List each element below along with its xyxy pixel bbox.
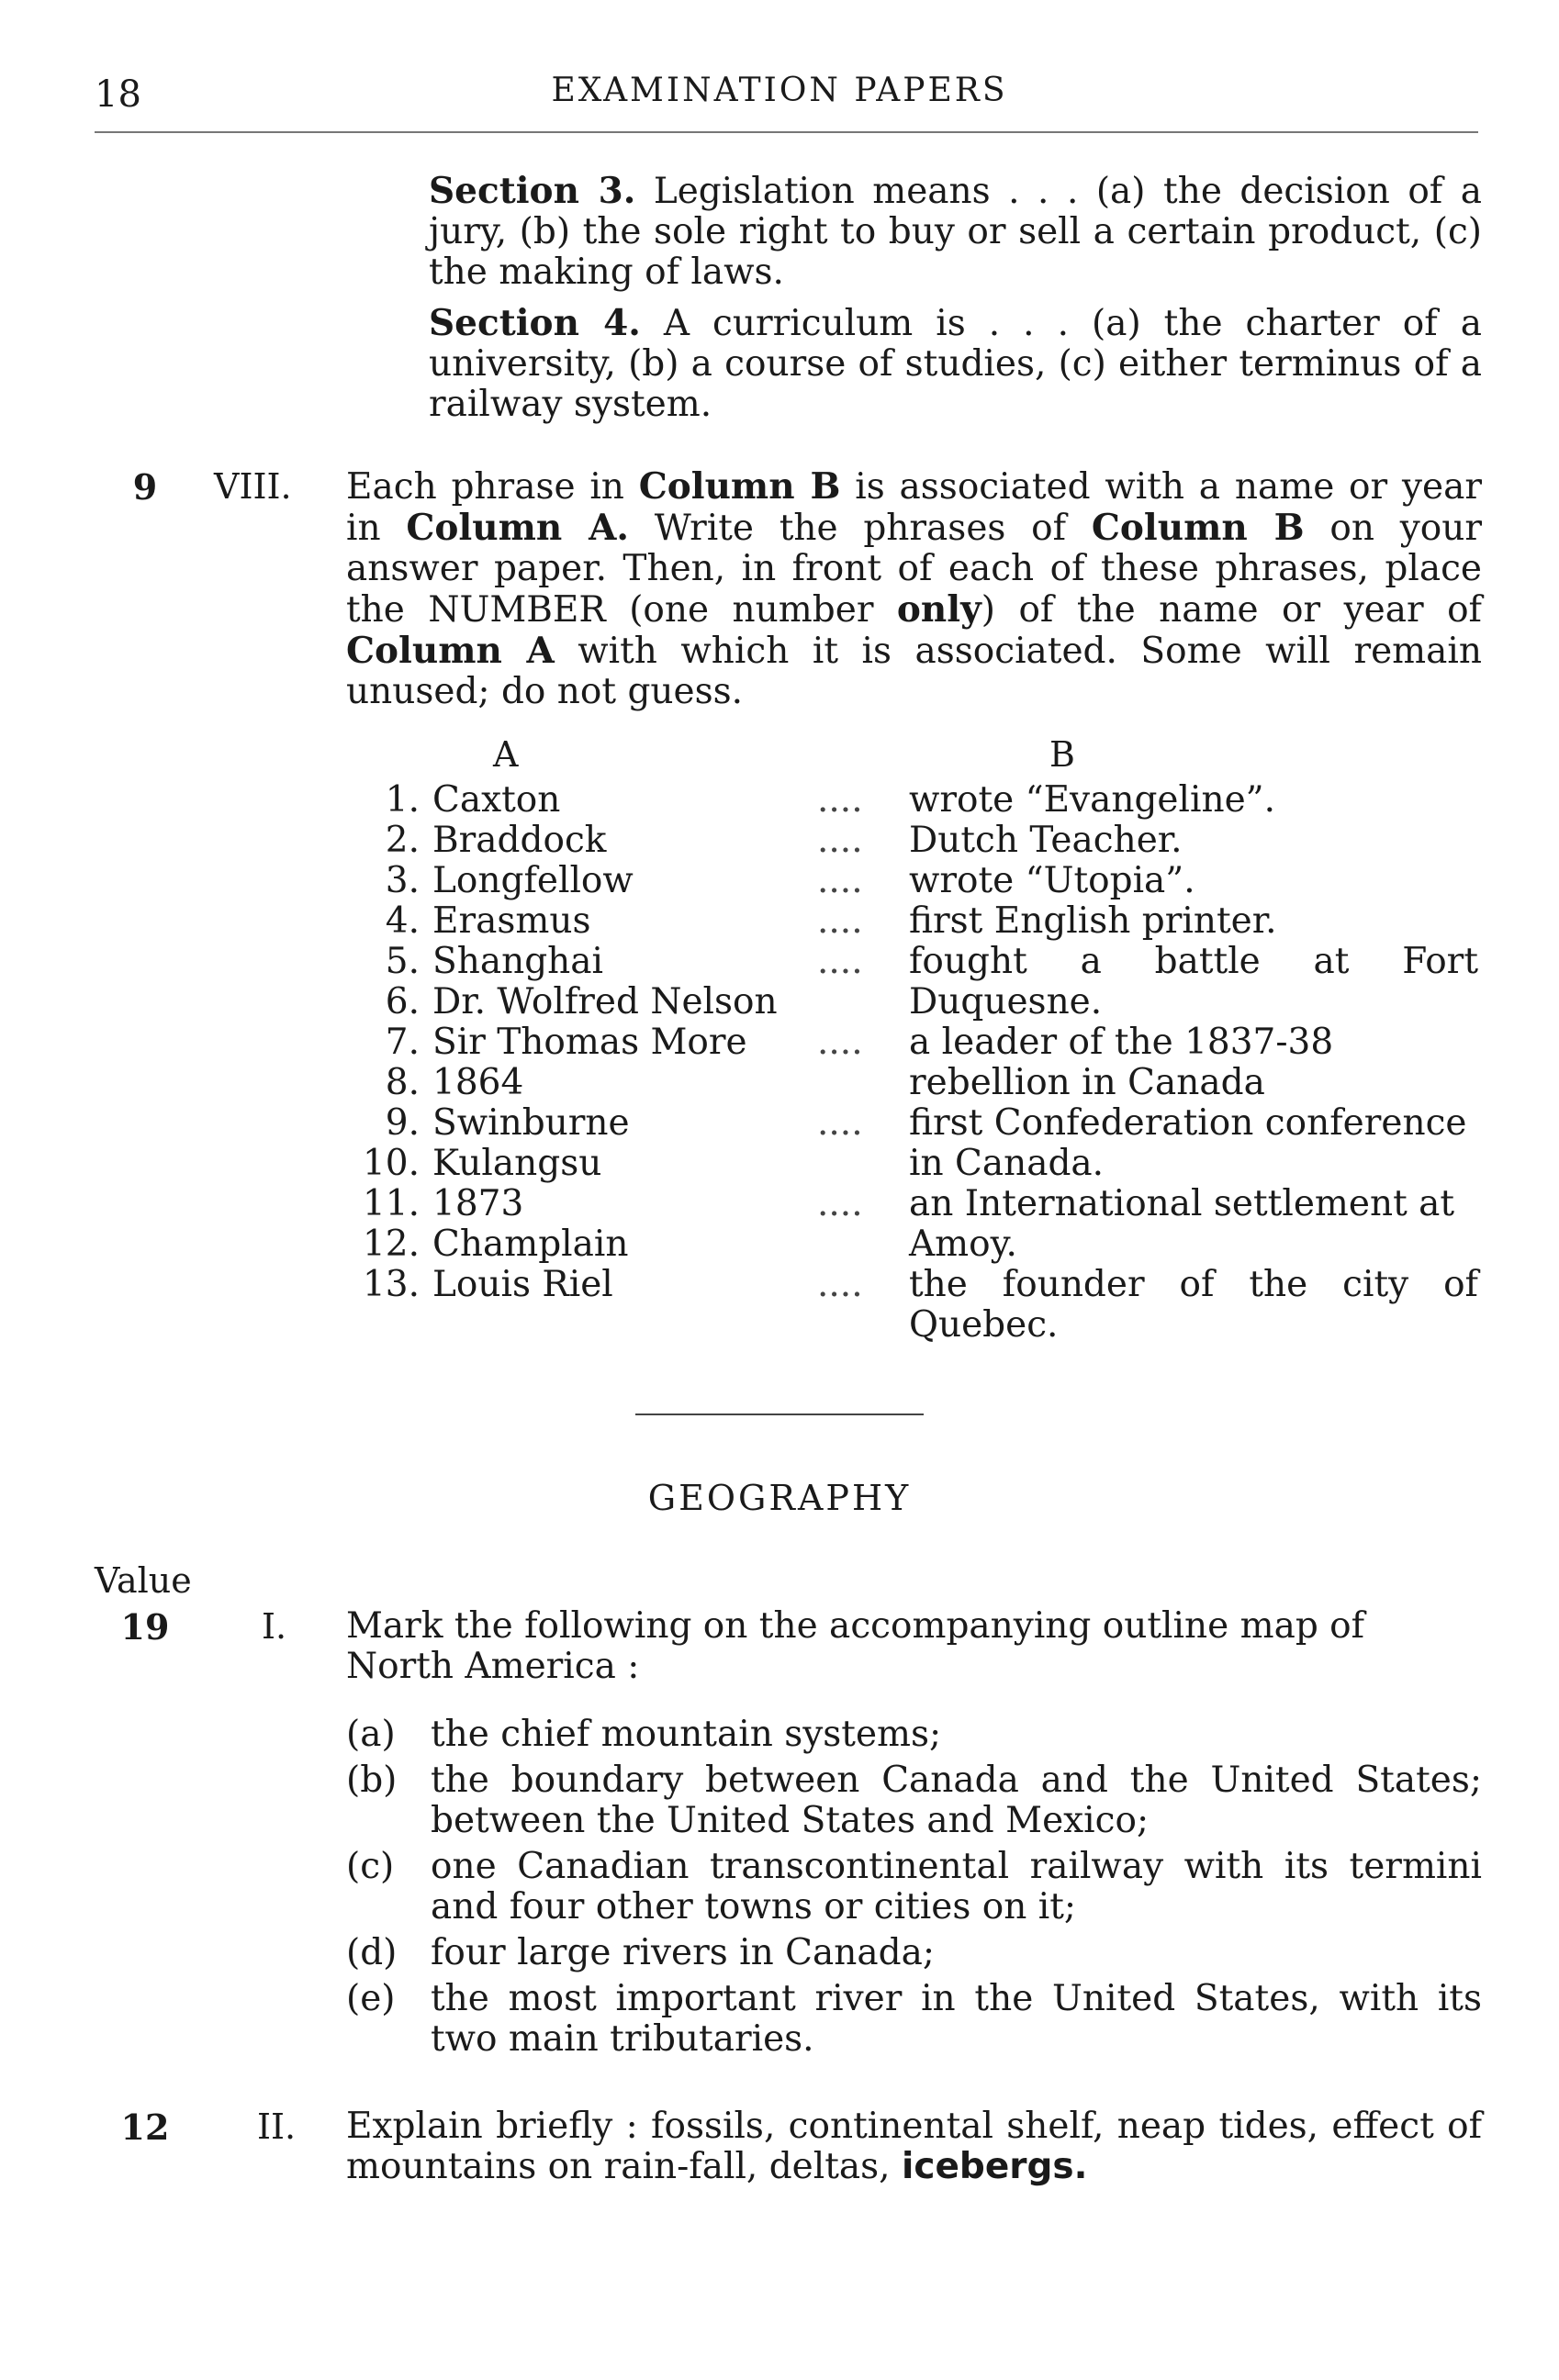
q8-instructions <box>346 466 1482 712</box>
q1-text: Mark the following on the accompanying outline map of North America : <box>346 1605 1365 1687</box>
column-a-item: 5. Shanghai <box>385 941 604 982</box>
column-a-item: 7. Sir Thomas More <box>385 1022 747 1063</box>
column-b-item: .... first Confederation conference in Canada. <box>817 1102 1467 1184</box>
column-a-item: 11. 1873 <box>362 1183 524 1224</box>
q1-subitem: (b) the boundary between Canada and the United States; between the United States and Mexico; <box>346 1760 1482 1841</box>
q1-subitem: (a) the chief mountain systems; <box>346 1714 942 1755</box>
q1-subitem: (c) one Canadian transcontinental railway with its termini and four other towns or cities on it; <box>346 1846 1482 1927</box>
column-b-list <box>817 780 1482 1346</box>
column-b-item: .... a leader of the 1837-38 rebellion in Canada <box>817 1022 1334 1103</box>
q8-column-b-2: Column B <box>1091 507 1305 549</box>
column-a-item: 12. Champlain <box>362 1224 629 1265</box>
q2-text <box>346 2106 1482 2187</box>
q8-column-a-2: Column A <box>346 630 555 672</box>
column-b-item: .... first English printer. <box>817 900 1277 942</box>
column-a-item: 8. 1864 <box>385 1062 524 1103</box>
geography-heading: GEOGRAPHY <box>647 1478 912 1518</box>
q8-text-1: Each phrase in <box>346 466 639 508</box>
q2-last-term: icebergs. <box>901 2146 1088 2187</box>
section-4-text: A curriculum is . . . (a) the charter of a university, (b) a course of studies, (c) either terminus of a railway system. <box>429 303 1482 425</box>
column-b-item: .... wrote “Evangeline”. <box>817 779 1275 821</box>
column-a-item: 4. Erasmus <box>385 900 591 942</box>
column-b-item: .... Dutch Teacher. <box>817 820 1183 861</box>
column-a-item: 9. Swinburne <box>385 1102 630 1144</box>
q8-number: VIII. <box>214 466 292 507</box>
q8-text-2: is associated with a name or year in <box>346 466 1482 549</box>
q2-text-main: Explain briefly : fossils, continental shelf, neap tides, effect of mountains on rain-fall, deltas, <box>346 2106 1482 2187</box>
column-a-heading: A <box>493 734 519 775</box>
section-3-label: Section 3. <box>429 170 636 212</box>
column-a-item: 2. Braddock <box>385 820 607 861</box>
column-a-item: 10. Kulangsu <box>362 1143 602 1184</box>
q8-column-b-1: Column B <box>638 465 841 508</box>
section-3-text: Legislation means . . . (a) the decision of a jury, (b) the sole right to buy or sell a certain product, (c) the making of laws. <box>429 171 1482 293</box>
q2-value: 12 <box>120 2106 170 2148</box>
value-column-label: Value <box>95 1560 192 1601</box>
q8-text-5: ) of the name or year of <box>981 589 1482 631</box>
q8-value: 9 <box>132 466 158 508</box>
q1-subitem: (d) four large rivers in Canada; <box>346 1932 935 1973</box>
section-divider <box>635 1413 924 1415</box>
q2-number: II. <box>257 2106 297 2147</box>
q8-column-a-1: Column A. <box>406 507 629 549</box>
column-a-item: 1. Caxton <box>385 779 561 821</box>
section-4 <box>429 303 1482 425</box>
q1-number: I. <box>262 1606 287 1647</box>
section-3 <box>429 171 1482 293</box>
q8-only: only <box>896 588 981 631</box>
header-rule <box>95 131 1478 133</box>
q8-text-4: on your answer paper. Then, in front of each of these phrases, place the NUMBER (one number <box>346 508 1482 631</box>
column-b-heading: B <box>1049 734 1075 775</box>
q8-text-6: with which it is associated. Some will remain unused; do not guess. <box>346 631 1482 712</box>
q1-subitem: (e) the most important river in the United States, with its two main tributaries. <box>346 1978 1482 2060</box>
running-title: EXAMINATION PAPERS <box>551 72 1008 109</box>
column-b-item: .... fought a battle at Fort Duquesne. <box>817 941 1478 1022</box>
q1-value: 19 <box>120 1606 170 1648</box>
column-a-item: 6. Dr. Wolfred Nelson <box>385 981 778 1022</box>
column-a-list <box>346 780 824 1305</box>
column-b-item: .... wrote “Utopia”. <box>817 860 1195 901</box>
q1-sublist <box>346 1715 1482 2065</box>
column-b-item: .... an International settlement at Amoy. <box>817 1183 1455 1265</box>
column-a-item: 3. Longfellow <box>385 860 634 901</box>
q8-text-3: Write the phrases of <box>628 508 1092 549</box>
column-b-item: .... the founder of the city of Quebec. <box>817 1264 1478 1346</box>
column-a-item: 13. Louis Riel <box>362 1264 613 1305</box>
page-number: 18 <box>95 73 141 116</box>
section-4-label: Section 4. <box>429 302 641 344</box>
